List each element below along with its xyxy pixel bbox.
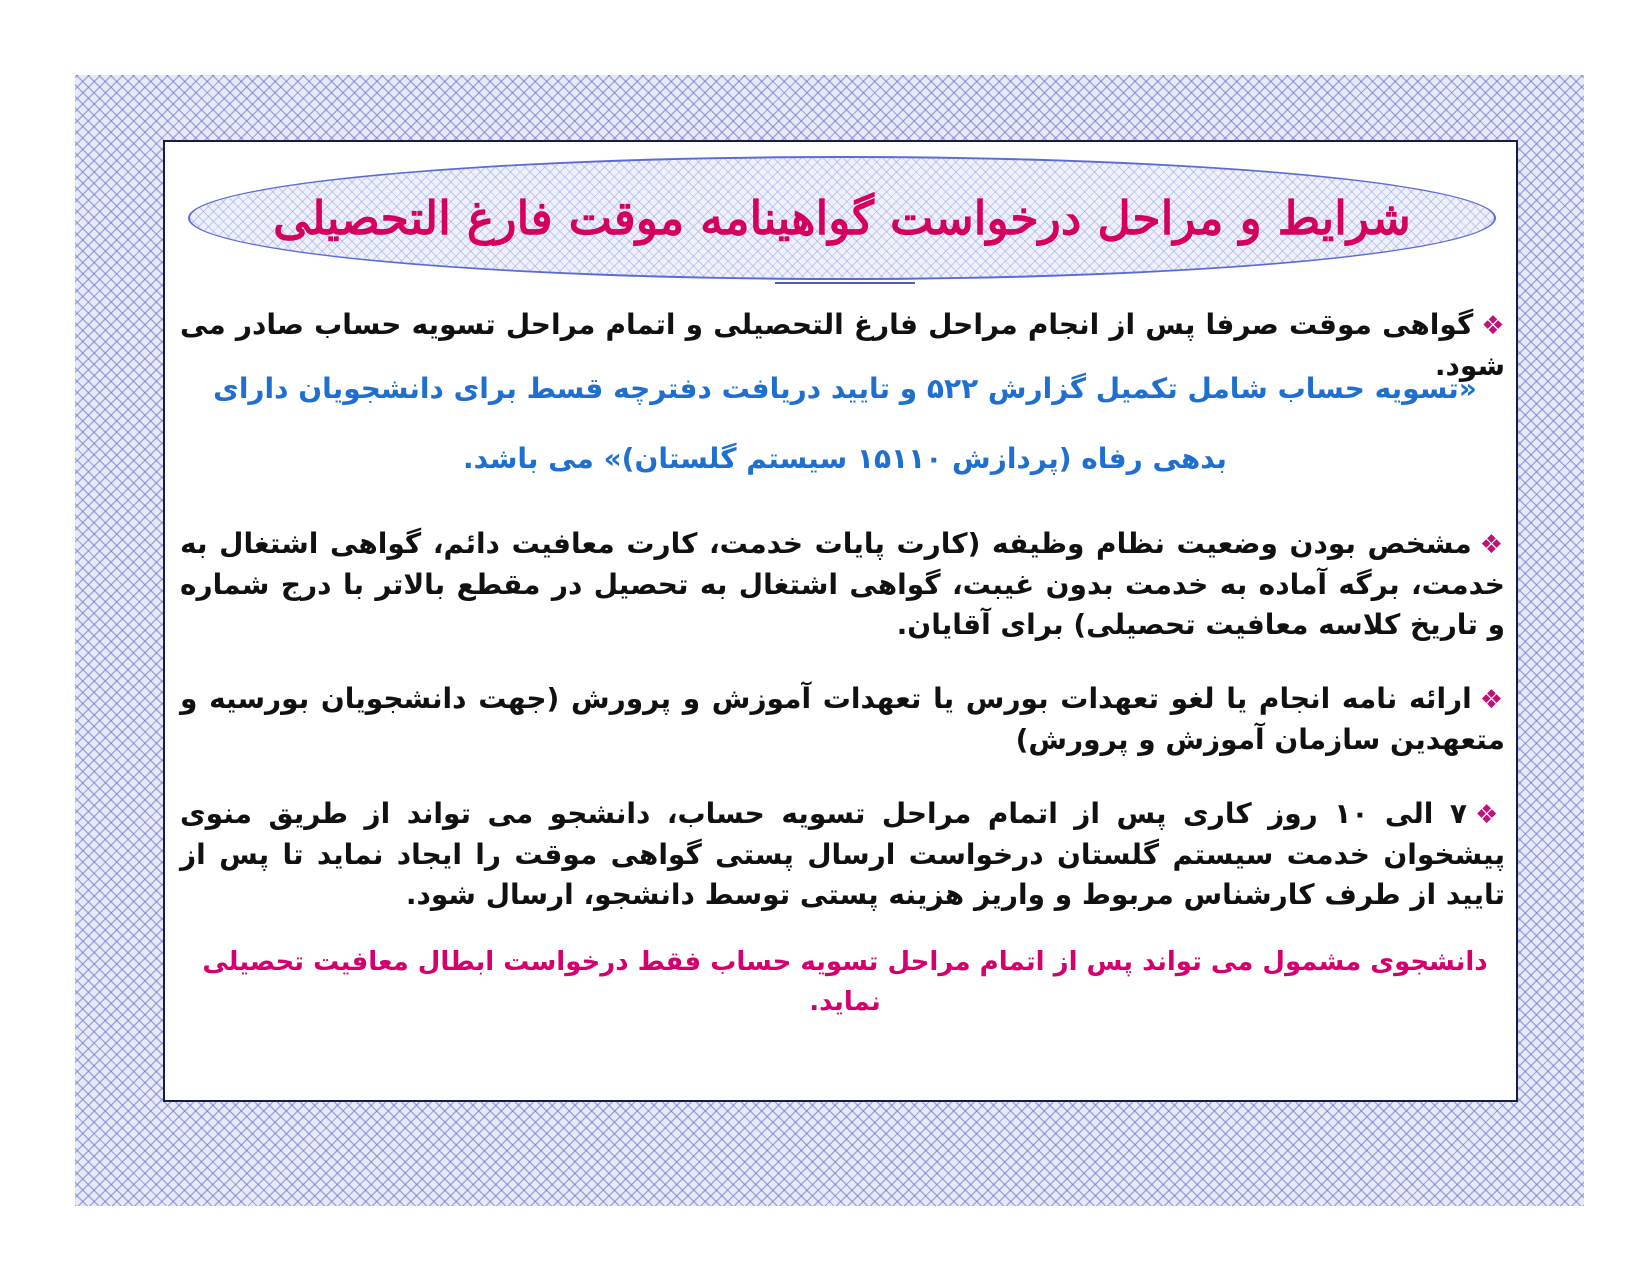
diamond-bullet-icon: ❖ [1481,311,1505,341]
content-panel [163,140,1518,1102]
condition-item-4 [180,794,1505,915]
condition-text-2: مشخص بودن وضعیت نظام وظیفه (کارت پایات خدمت، کارت معافیت دائم، گواهی اشتغال به خدمت، برگه آماده به خدمت بدون غیبت، گواهی اشتغال به تحصیل در مقطع بالاتر با درج شماره و تاریخ کلاسه معافیت تحصیلی) برای آقایان. [180,527,1505,641]
exemption-note: دانشجوی مشمول می تواند پس از اتمام مراحل تسویه حساب فقط درخواست ابطال معافیت تحصیلی نماید. [202,947,1488,1017]
condition-text-3: ارائه نامه انجام یا لغو تعهدات بورس یا تعهدات آموزش و پرورش (جهت دانشجویان بورسیه و متعهدین سازمان آموزش و پرورش) [180,682,1505,756]
title-underline-divider [775,282,915,284]
settlement-note: «تسویه حساب شامل تکمیل گزارش ۵۲۲ و تایید دریافت دفترچه قسط برای دانشجویان دارای بدهی رفاه (پردازش ۱۵۱۱۰ سیستم گلستان)» می باشد. [213,372,1477,475]
condition-item-3 [180,679,1505,760]
condition-item-2 [180,524,1505,645]
diamond-bullet-icon: ❖ [1479,685,1505,715]
diamond-bullet-icon: ❖ [1479,530,1505,560]
diamond-bullet-icon: ❖ [1474,800,1505,830]
condition-text-1: گواهی موقت صرفا پس از انجام مراحل فارغ التحصیلی و اتمام مراحل تسویه حساب صادر می شود. [180,308,1505,382]
condition-text-4: ۷ الی ۱۰ روز کاری پس از اتمام مراحل تسویه حساب، دانشجو می تواند از طریق منوی پیشخوان خدمت سیستم گلستان درخواست ارسال پستی گواهی موقت را ایجاد نماید تا پس از تایید از طرف کارشناس مربوط و واریز هزینه پستی توسط دانشجو، ارسال شود. [180,797,1505,911]
page-title: شرایط و مراحل درخواست گواهینامه موقت فارغ التحصیلی [273,191,1411,245]
